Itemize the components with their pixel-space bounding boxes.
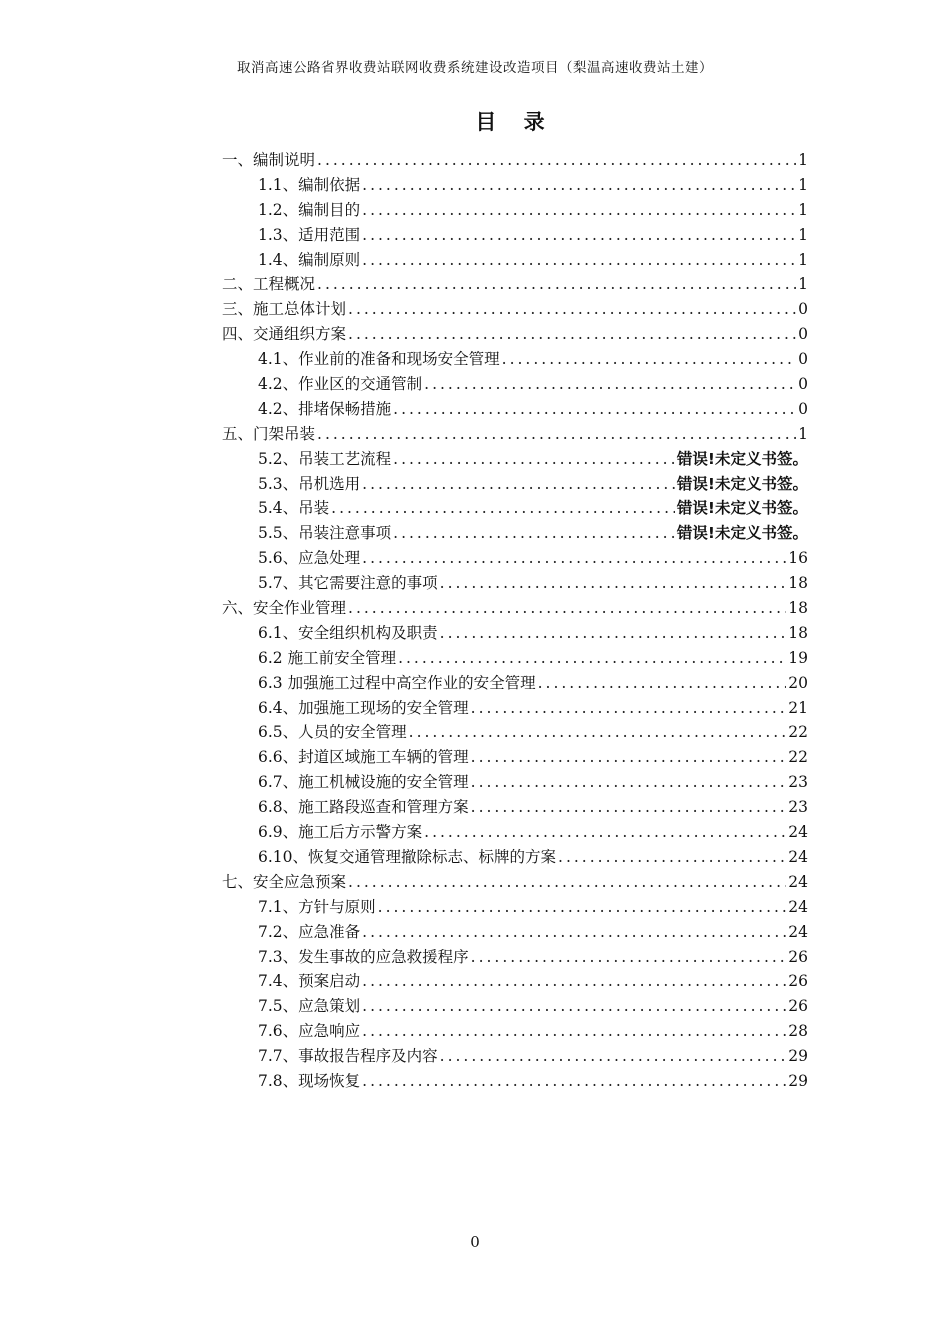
toc-entry[interactable] <box>222 920 808 945</box>
toc-entry[interactable] <box>222 969 808 994</box>
toc-entry-page: 26 <box>788 997 808 1016</box>
toc-entry[interactable] <box>222 272 808 297</box>
toc-entry-label: 4.2、作业区的交通管制 <box>258 375 423 394</box>
toc-entry-label: 三、施工总体计划 <box>222 300 347 319</box>
toc-leader-dots <box>362 1072 786 1090</box>
toc-leader-dots <box>502 350 796 368</box>
toc-entry[interactable] <box>222 173 808 198</box>
toc-entry-label: 7.6、应急响应 <box>258 1022 361 1041</box>
page-number: 0 <box>470 1233 480 1251</box>
toc-entry[interactable] <box>222 745 808 770</box>
toc-entry[interactable] <box>222 696 808 721</box>
toc-entry-label: 五、门架吊装 <box>222 424 316 443</box>
toc-entry[interactable] <box>222 347 808 372</box>
toc-entry-page: 24 <box>788 823 808 842</box>
toc-entry-label: 6.5、人员的安全管理 <box>258 723 407 742</box>
toc-leader-dots <box>317 151 796 169</box>
toc-entry-label: 5.6、应急处理 <box>258 549 361 568</box>
toc-entry-label: 6.9、施工后方示警方案 <box>258 823 423 842</box>
toc-leader-dots <box>331 499 675 517</box>
toc-entry[interactable] <box>222 223 808 248</box>
toc-entry-label: 6.1、安全组织机构及职责 <box>258 623 438 642</box>
toc-entry-page: 19 <box>788 648 808 667</box>
toc-entry-label: 一、编制说明 <box>222 151 316 169</box>
toc-entry-label: 6.4、加强施工现场的安全管理 <box>258 698 469 717</box>
toc-leader-dots <box>362 997 786 1015</box>
toc-leader-dots <box>538 674 787 692</box>
toc-entry-page: 26 <box>788 972 808 991</box>
toc-entry-label: 4.1、作业前的准备和现场安全管理 <box>258 350 500 369</box>
toc-leader-dots <box>471 798 787 816</box>
toc-entry-label: 二、工程概况 <box>222 275 316 294</box>
toc-entry-page: 18 <box>788 574 808 593</box>
toc-leader-dots <box>440 1047 787 1065</box>
toc-entry[interactable] <box>222 521 808 546</box>
toc-entry-label: 六、安全作业管理 <box>222 599 347 618</box>
toc-leader-dots <box>362 226 796 244</box>
table-of-contents <box>222 148 808 1094</box>
toc-leader-dots <box>393 450 675 468</box>
toc-entry-label: 6.7、施工机械设施的安全管理 <box>258 773 469 792</box>
toc-leader-dots <box>362 251 796 269</box>
toc-entry-page: 0 <box>798 399 808 418</box>
toc-entry-label: 5.3、吊机选用 <box>258 474 361 493</box>
toc-entry[interactable] <box>222 1044 808 1069</box>
toc-entry-page: 18 <box>788 623 808 642</box>
toc-entry-label: 7.8、现场恢复 <box>258 1071 361 1090</box>
toc-entry-page: 24 <box>788 847 808 866</box>
toc-entry-label: 5.4、吊装 <box>258 499 330 518</box>
toc-leader-dots <box>362 201 796 219</box>
toc-entry-label: 4.2、排堵保畅措施 <box>258 399 392 418</box>
toc-entry-page: 23 <box>788 798 808 817</box>
toc-entry-page: 1 <box>798 151 808 169</box>
toc-entry-page: 20 <box>788 673 808 692</box>
toc-leader-dots <box>362 972 786 990</box>
toc-entry-page: 29 <box>788 1071 808 1090</box>
toc-entry[interactable] <box>222 148 808 173</box>
toc-entry-page: 1 <box>798 200 808 219</box>
toc-entry[interactable] <box>222 198 808 223</box>
toc-leader-dots <box>348 599 786 617</box>
toc-entry[interactable] <box>222 571 808 596</box>
toc-entry-page: 26 <box>788 947 808 966</box>
toc-leader-dots <box>362 1022 786 1040</box>
toc-entry-label: 6.8、施工路段巡查和管理方案 <box>258 798 469 817</box>
toc-entry-label: 7.1、方针与原则 <box>258 897 376 916</box>
toc-leader-dots <box>362 923 786 941</box>
toc-leader-dots <box>398 649 786 667</box>
toc-entry[interactable] <box>222 248 808 273</box>
toc-entry-label: 5.5、吊装注意事项 <box>258 524 392 543</box>
toc-entry[interactable] <box>222 596 808 621</box>
toc-entry[interactable] <box>222 795 808 820</box>
toc-entry[interactable] <box>222 297 808 322</box>
toc-entry-label: 7.7、事故报告程序及内容 <box>258 1047 438 1066</box>
toc-entry-page: 22 <box>788 723 808 742</box>
toc-entry-label: 1.3、适用范围 <box>258 225 361 244</box>
toc-leader-dots <box>393 400 796 418</box>
toc-entry-label: 七、安全应急预案 <box>222 872 347 891</box>
toc-entry-label: 7.5、应急策划 <box>258 997 361 1016</box>
toc-leader-dots <box>378 898 787 916</box>
toc-entry-page: 24 <box>788 897 808 916</box>
toc-leader-dots <box>471 748 787 766</box>
toc-entry[interactable] <box>222 621 808 646</box>
toc-entry-bookmark-error: 错误!未定义书签。 <box>676 524 808 543</box>
toc-leader-dots <box>409 723 787 741</box>
toc-entry[interactable] <box>222 770 808 795</box>
toc-entry-page: 1 <box>798 424 808 443</box>
toc-entry-page: 21 <box>788 698 808 717</box>
toc-entry[interactable] <box>222 472 808 497</box>
toc-entry-label: 7.4、预案启动 <box>258 972 361 991</box>
toc-entry-page: 29 <box>788 1047 808 1066</box>
toc-entry[interactable] <box>222 397 808 422</box>
toc-entry-page: 16 <box>788 549 808 568</box>
toc-leader-dots <box>424 823 786 841</box>
toc-entry-page: 24 <box>788 872 808 891</box>
toc-entry-bookmark-error: 错误!未定义书签。 <box>676 499 808 518</box>
toc-entry-bookmark-error: 错误!未定义书签。 <box>676 474 808 493</box>
toc-entry-label: 5.7、其它需要注意的事项 <box>258 574 438 593</box>
toc-entry[interactable] <box>222 720 808 745</box>
toc-entry-page: 0 <box>798 300 808 319</box>
toc-entry-label: 1.2、编制目的 <box>258 200 361 219</box>
toc-entry-label: 1.4、编制原则 <box>258 250 361 269</box>
toc-leader-dots <box>348 325 796 343</box>
toc-leader-dots <box>348 300 796 318</box>
toc-entry-page: 22 <box>788 748 808 767</box>
toc-entry-label: 5.2、吊装工艺流程 <box>258 449 392 468</box>
toc-entry-page: 0 <box>798 375 808 394</box>
toc-entry-label: 6.6、封道区域施工车辆的管理 <box>258 748 469 767</box>
toc-entry[interactable] <box>222 496 808 521</box>
toc-entry[interactable] <box>222 1019 808 1044</box>
toc-entry-page: 1 <box>798 225 808 244</box>
toc-entry[interactable] <box>222 322 808 347</box>
toc-leader-dots <box>362 549 786 567</box>
toc-entry[interactable] <box>222 646 808 671</box>
toc-entry-label: 1.1、编制依据 <box>258 175 361 194</box>
toc-entry[interactable] <box>222 994 808 1019</box>
toc-leader-dots <box>393 524 675 542</box>
toc-leader-dots <box>424 375 796 393</box>
toc-entry[interactable] <box>222 546 808 571</box>
toc-entry[interactable] <box>222 372 808 397</box>
toc-leader-dots <box>558 848 786 866</box>
toc-entry-page: 1 <box>798 175 808 194</box>
toc-leader-dots <box>362 176 796 194</box>
toc-leader-dots <box>471 773 787 791</box>
toc-entry-page: 0 <box>798 325 808 344</box>
toc-entry[interactable] <box>222 671 808 696</box>
toc-entry[interactable] <box>222 895 808 920</box>
toc-entry-label: 6.2 施工前安全管理 <box>258 648 397 667</box>
toc-entry-label: 四、交通组织方案 <box>222 325 347 344</box>
toc-entry-label: 7.3、发生事故的应急救援程序 <box>258 947 469 966</box>
toc-entry[interactable] <box>222 1069 808 1094</box>
toc-leader-dots <box>348 873 786 891</box>
toc-entry-bookmark-error: 错误!未定义书签。 <box>676 449 808 468</box>
running-header: 取消高速公路省界收费站联网收费系统建设改造项目（梨温高速收费站土建） <box>237 60 713 76</box>
toc-entry[interactable] <box>222 422 808 447</box>
toc-entry-page: 1 <box>798 250 808 269</box>
toc-entry-label: 7.2、应急准备 <box>258 922 361 941</box>
toc-entry-label: 6.3 加强施工过程中高空作业的安全管理 <box>258 673 536 692</box>
toc-title: 目 录 <box>475 110 555 134</box>
toc-leader-dots <box>471 699 787 717</box>
toc-leader-dots <box>317 275 796 293</box>
toc-entry[interactable] <box>222 820 808 845</box>
toc-entry-label: 6.10、恢复交通管理撤除标志、标牌的方案 <box>258 847 557 866</box>
toc-leader-dots <box>440 624 787 642</box>
toc-entry-page: 23 <box>788 773 808 792</box>
toc-entry-page: 0 <box>798 350 808 369</box>
toc-entry[interactable] <box>222 945 808 970</box>
toc-entry[interactable] <box>222 870 808 895</box>
toc-entry-page: 1 <box>798 275 808 294</box>
toc-entry[interactable] <box>222 447 808 472</box>
toc-entry[interactable] <box>222 845 808 870</box>
toc-leader-dots <box>317 425 796 443</box>
toc-entry-page: 24 <box>788 922 808 941</box>
toc-entry-page: 18 <box>788 599 808 618</box>
toc-leader-dots <box>471 948 787 966</box>
toc-leader-dots <box>440 574 787 592</box>
toc-entry-page: 28 <box>788 1022 808 1041</box>
toc-leader-dots <box>362 475 675 493</box>
